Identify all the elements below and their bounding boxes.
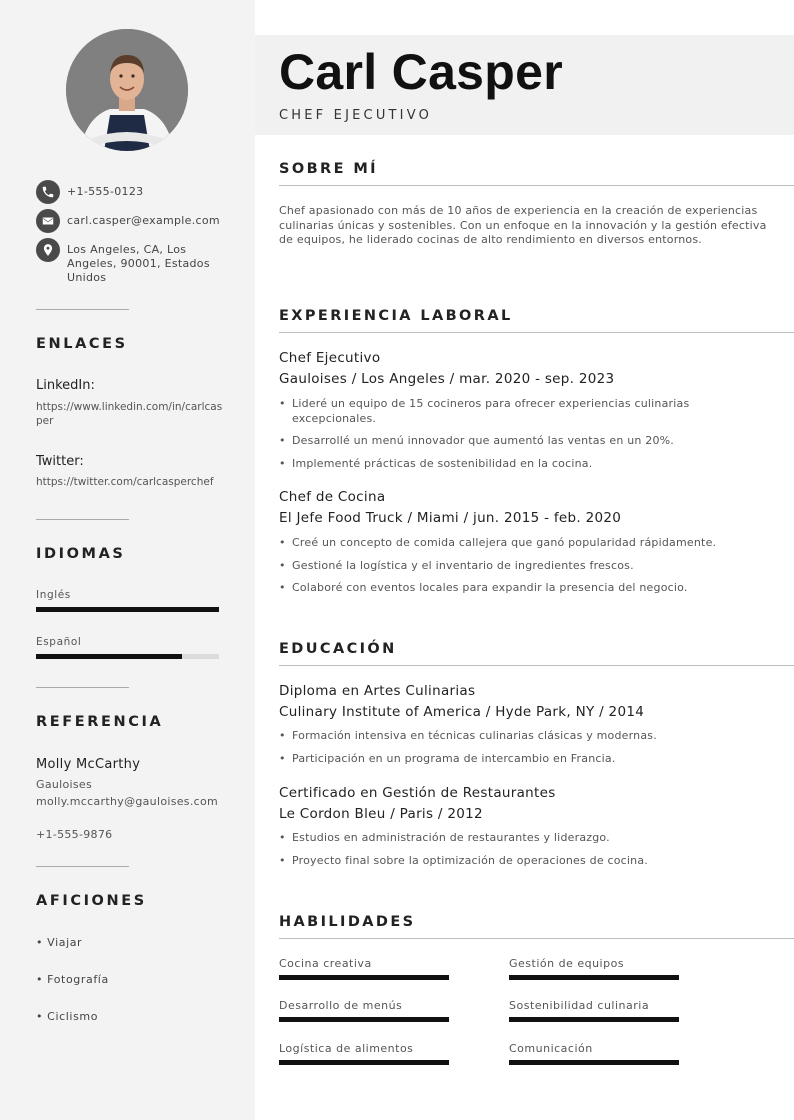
skill-name: Desarrollo de menús [279, 999, 403, 1012]
education-entry-bullets [279, 729, 769, 774]
experience-heading: EXPERIENCIA LABORAL [279, 308, 513, 324]
hobby-item: • Ciclismo [36, 1010, 99, 1023]
skill-level-bar [279, 1017, 449, 1022]
skill-name: Comunicación [509, 1042, 593, 1055]
about-heading: SOBRE MÍ [279, 161, 378, 177]
language-name: Español [36, 636, 82, 648]
job-entry-subtitle: El Jefe Food Truck / Miami / jun. 2015 - feb. 2020 [279, 510, 622, 526]
bullet-item: • Creé un concepto de comida callejera que ganó popularidad rápidamente. [279, 536, 769, 551]
links-heading: ENLACES [36, 336, 128, 352]
bullet-item: • Colaboré con eventos locales para expandir la presencia del negocio. [279, 581, 769, 596]
bullet-item: • Estudios en administración de restaurantes y liderazgo. [279, 831, 769, 846]
education-entry-subtitle: Le Cordon Bleu / Paris / 2012 [279, 806, 483, 822]
reference-company: Gauloises [36, 778, 93, 791]
about-text: Chef apasionado con más de 10 años de experiencia en la creación de experiencias culinarias únicas y sostenibles. Con un enfoque en la innovación y la gestión efectiva de equipos, he liderado cocinas de alto rendimiento en diversos entornos. [279, 204, 767, 246]
skill-level-fill [279, 975, 449, 980]
linkedin-url[interactable]: https://www.linkedin.com/in/carlcasper [36, 401, 223, 427]
location-icon [36, 238, 60, 262]
sidebar-divider [36, 519, 129, 520]
job-entry-subtitle: Gauloises / Los Angeles / mar. 2020 - sep. 2023 [279, 371, 615, 387]
skills-heading: HABILIDADES [279, 914, 416, 930]
reference-email[interactable]: molly.mccarthy@gauloises.com [36, 795, 219, 808]
education-entry-title: Diploma en Artes Culinarias [279, 683, 476, 699]
job-entry-title: Chef de Cocina [279, 489, 386, 505]
skill-level-bar [279, 1060, 449, 1065]
section-rule [279, 185, 794, 186]
skill-name: Cocina creativa [279, 957, 372, 970]
hobby-item: • Fotografía [36, 973, 109, 986]
skill-level-fill [279, 1017, 449, 1022]
header-band [255, 35, 794, 135]
skill-name: Logística de alimentos [279, 1042, 414, 1055]
reference-heading: REFERENCIA [36, 714, 164, 730]
person-name: Carl Casper [279, 44, 563, 100]
phone-icon [36, 180, 60, 204]
language-level-fill [36, 654, 182, 659]
languages-heading: IDIOMAS [36, 546, 126, 562]
skill-level-fill [509, 1017, 679, 1022]
language-name: Inglés [36, 589, 71, 601]
reference-name: Molly McCarthy [36, 757, 141, 772]
sidebar [0, 0, 255, 1120]
skill-level-bar [509, 1017, 679, 1022]
language-level-bar [36, 607, 219, 612]
address-text: Los Angeles, CA, Los Angeles, 90001, Estados Unidos [67, 243, 210, 284]
email-text: carl.casper@example.com [67, 214, 220, 227]
skill-name: Gestión de equipos [509, 957, 625, 970]
hobby-item: • Viajar [36, 936, 83, 949]
bullet-item: • Proyecto final sobre la optimización de operaciones de cocina. [279, 854, 769, 869]
sidebar-divider [36, 309, 129, 310]
skill-level-bar [509, 975, 679, 980]
bullet-item: • Lideré un equipo de 15 cocineros para ofrecer experiencias culinarias excepcionales. [279, 397, 769, 426]
linkedin-label: LinkedIn: [36, 378, 95, 393]
education-heading: EDUCACIÓN [279, 641, 397, 657]
section-rule [279, 665, 794, 666]
skill-level-fill [279, 1060, 449, 1065]
skill-level-bar [279, 975, 449, 980]
twitter-label: Twitter: [36, 454, 84, 469]
skill-level-fill [509, 975, 679, 980]
skill-level-fill [509, 1060, 679, 1065]
bullet-item: • Formación intensiva en técnicas culinarias clásicas y modernas. [279, 729, 769, 744]
job-entry-bullets [279, 536, 769, 604]
language-level-bar [36, 654, 219, 659]
email-icon [36, 209, 60, 233]
profile-photo [66, 29, 188, 151]
skill-name: Sostenibilidad culinaria [509, 999, 650, 1012]
job-title: CHEF EJECUTIVO [279, 108, 433, 123]
job-entry-bullets [279, 397, 769, 479]
reference-phone: +1-555-9876 [36, 828, 113, 841]
section-rule [279, 938, 794, 939]
contact-address [36, 238, 217, 285]
bullet-item: • Implementé prácticas de sostenibilidad en la cocina. [279, 457, 769, 472]
education-entry-bullets [279, 831, 769, 876]
job-entry-title: Chef Ejecutivo [279, 350, 381, 366]
hobbies-heading: AFICIONES [36, 893, 147, 909]
education-entry-subtitle: Culinary Institute of America / Hyde Park, NY / 2014 [279, 704, 645, 720]
chef-portrait-image [66, 29, 188, 151]
bullet-item: • Desarrollé un menú innovador que aumentó las ventas en un 20%. [279, 434, 769, 449]
bullet-item: • Participación en un programa de intercambio en Francia. [279, 752, 769, 767]
twitter-url[interactable]: https://twitter.com/carlcasperchef [36, 476, 214, 488]
contact-phone [36, 180, 217, 204]
education-entry-title: Certificado en Gestión de Restaurantes [279, 785, 556, 801]
skill-level-bar [509, 1060, 679, 1065]
bullet-item: • Gestioné la logística y el inventario de ingredientes frescos. [279, 559, 769, 574]
contact-email [36, 209, 220, 233]
phone-text: +1-555-0123 [67, 185, 144, 198]
sidebar-divider [36, 866, 129, 867]
section-rule [279, 332, 794, 333]
language-level-fill [36, 607, 219, 612]
sidebar-divider [36, 687, 129, 688]
main-content [255, 0, 794, 1120]
